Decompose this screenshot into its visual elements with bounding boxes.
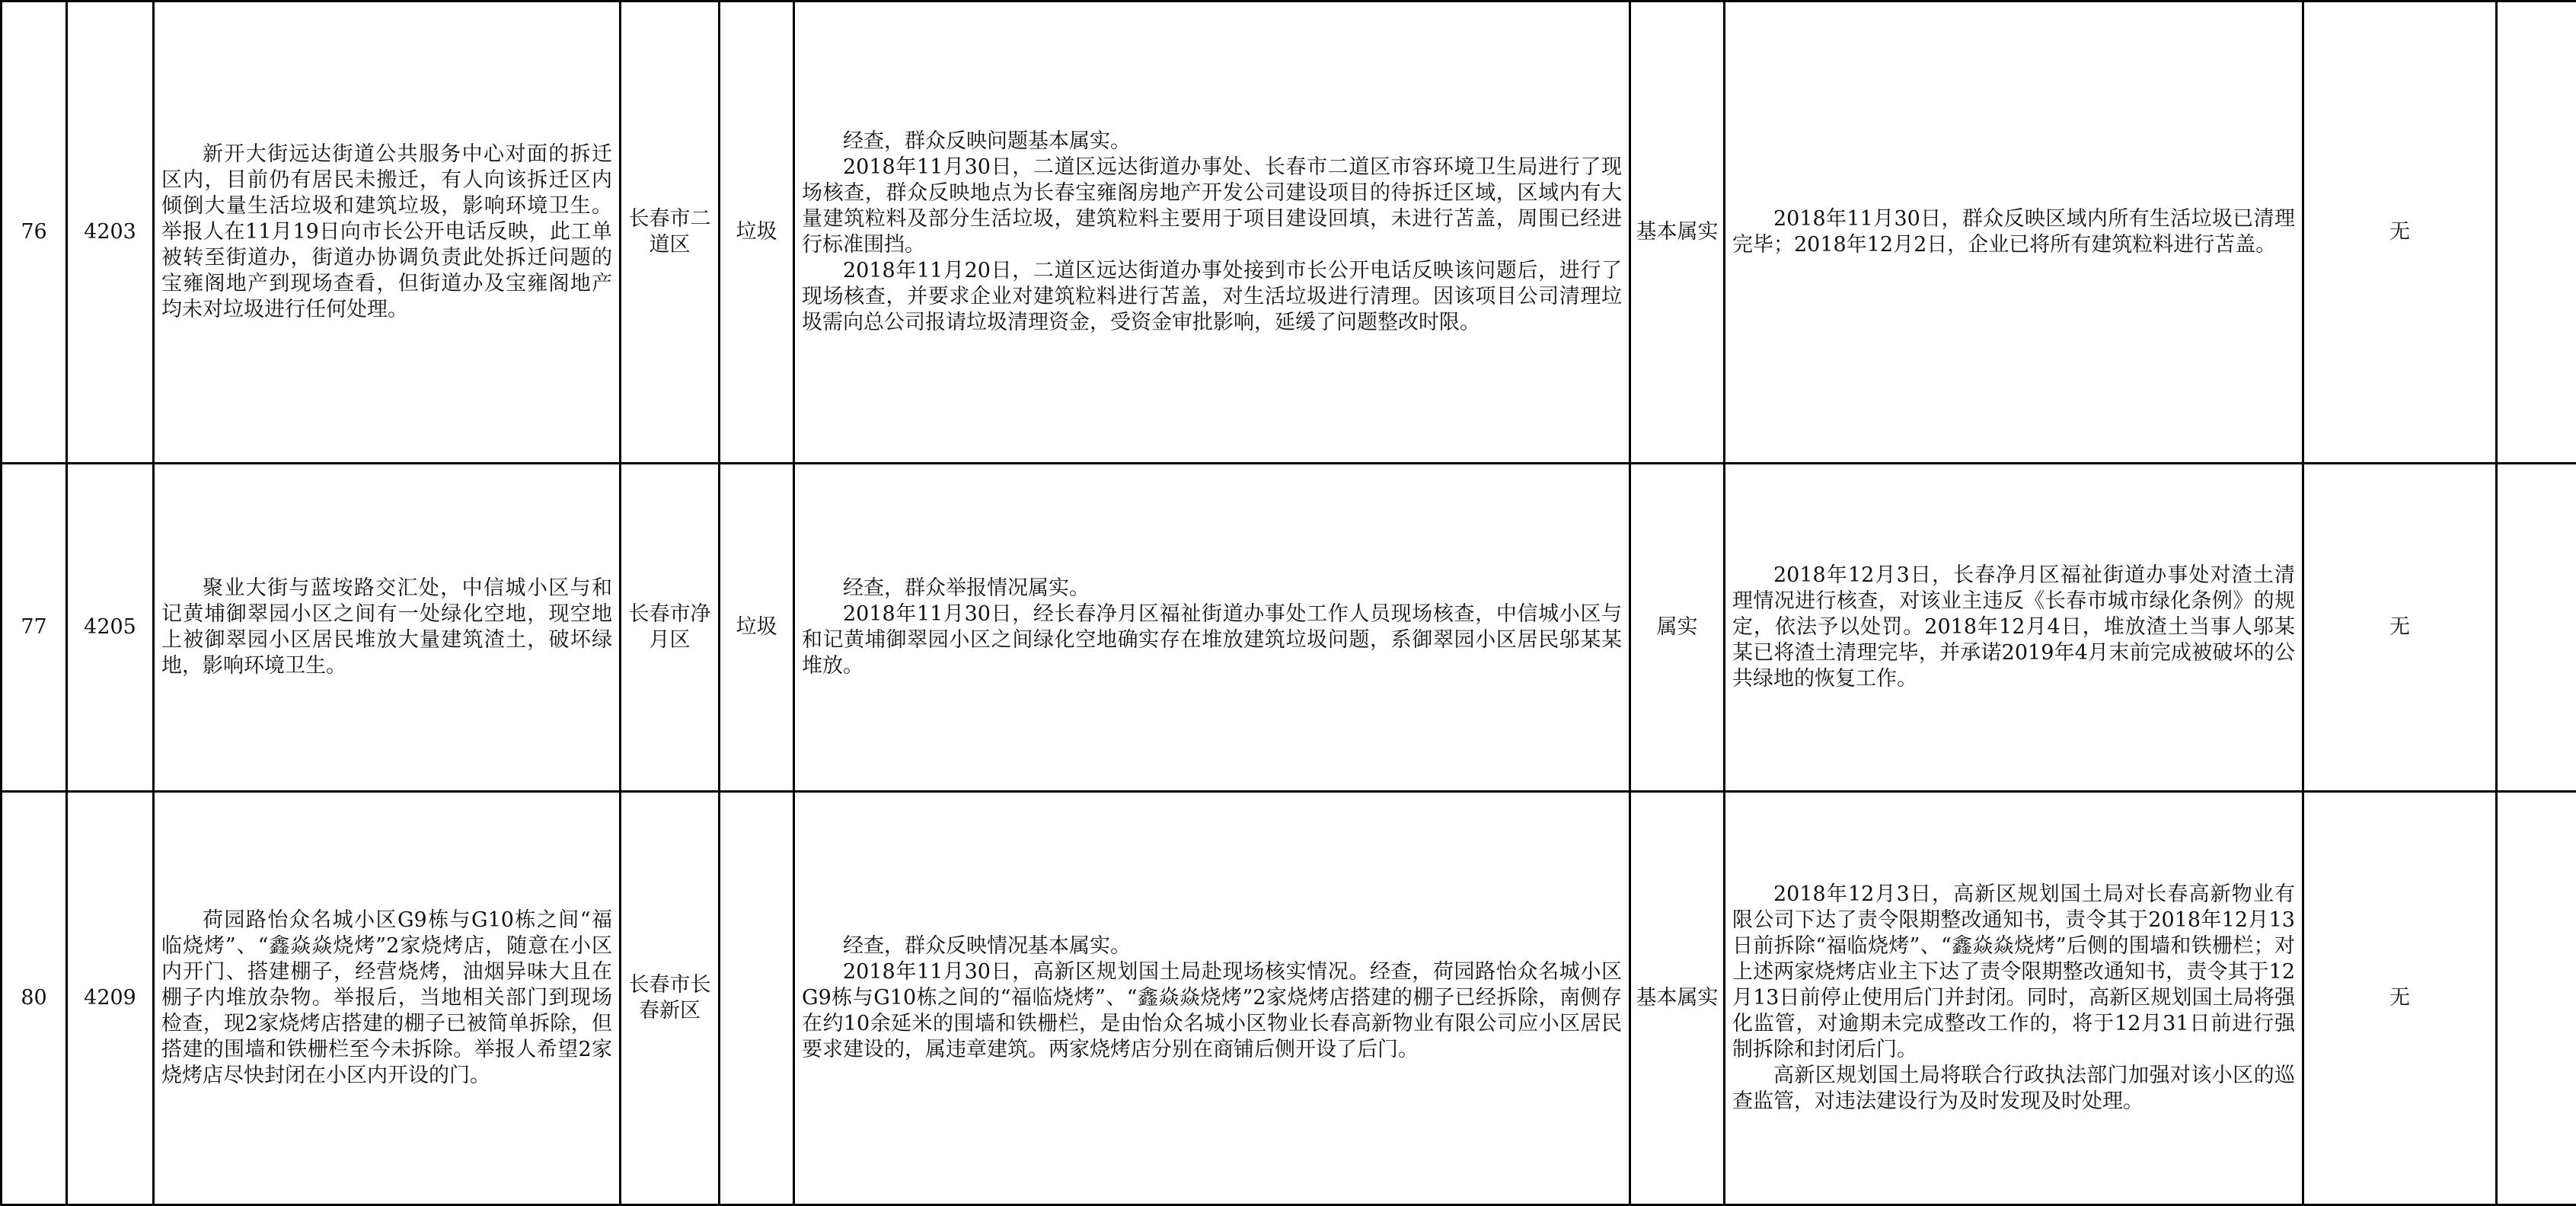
paragraph: 2018年12月3日，高新区规划国土局对长春高新物业有限公司下达了责令限期整改通知书，责令其于2018年12月13日前拆除“福临烧烤”、“鑫焱焱烧烤”后侧的围墙和铁栅栏；对上述两家烧烤店业主下达了责令限期整改通知书，责令其于12月13日前停止使用后门并封闭。同时，高新区规划国土局将强化监管，对逾期未完成整改工作的，将于12月31日前进行强制拆除和封闭后门。: [1732, 882, 2295, 1063]
investigation-cell: [794, 464, 1630, 792]
paragraph: 经查，群众反映情况基本属实。: [802, 933, 1622, 959]
case-number-cell: 4203: [67, 2, 154, 464]
category-cell: 垃圾: [720, 464, 794, 792]
category-cell: [720, 792, 794, 1205]
complaint-cell: [154, 792, 621, 1205]
remark-cell: [2497, 2, 2576, 464]
complaint-cell: [154, 2, 621, 464]
table-row: [2, 464, 2576, 792]
remark-cell: [2497, 792, 2576, 1205]
accountability-cell: 无: [2303, 792, 2497, 1205]
paragraph: 2018年11月30日，二道区远达街道办事处、长春市二道区市容环境卫生局进行了现场核查，群众反映地点为长春宝雍阁房地产开发公司建设项目的待拆迁区域，区域内有大量建筑粒料及部分生活垃圾，建筑粒料主要用于项目建设回填，未进行苫盖，周围已经进行标准围挡。: [802, 155, 1622, 258]
paragraph: 新开大街远达街道公共服务中心对面的拆迁区内，目前仍有居民未搬迁，有人向该拆迁区内倾倒大量生活垃圾和建筑垃圾，影响环境卫生。举报人在11月19日向市长公开电话反映，此工单被转至街道办，街道办协调负责此处拆迁问题的宝雍阁地产到现场查看，但街道办及宝雍阁地产均未对垃圾进行任何处理。: [161, 142, 612, 323]
seq-cell: 77: [2, 464, 67, 792]
paragraph: 经查，群众反映问题基本属实。: [802, 129, 1622, 155]
seq-cell: 76: [2, 2, 67, 464]
accountability-cell: 无: [2303, 464, 2497, 792]
paragraph: 聚业大街与蓝垵路交汇处，中信城小区与和记黄埔御翠园小区之间有一处绿化空地，现空地上被御翠园小区居民堆放大量建筑渣土，破坏绿地，影响环境卫生。: [161, 576, 612, 679]
verdict-cell: 属实: [1630, 464, 1725, 792]
table-body: [2, 2, 2576, 1205]
table-row: [2, 2, 2576, 464]
verdict-cell: 基本属实: [1630, 2, 1725, 464]
area-cell: 长春市二道区: [621, 2, 720, 464]
table-row: [2, 792, 2576, 1205]
paragraph: 2018年12月3日，长春净月区福祉街道办事处对渣土清理情况进行核查，对该业主违反《长春市城市绿化条例》的规定，依法予以处罚。2018年12月4日，堆放渣土当事人邬某某已将渣土清理完毕，并承诺2019年4月末前完成被破坏的公共绿地的恢复工作。: [1732, 563, 2295, 692]
paragraph: 2018年11月30日，经长春净月区福祉街道办事处工作人员现场核查，中信城小区与和记黄埔御翠园小区之间绿化空地确实存在堆放建筑垃圾问题，系御翠园小区居民邬某某堆放。: [802, 601, 1622, 679]
category-cell: 垃圾: [720, 2, 794, 464]
paragraph: 高新区规划国土局将联合行政执法部门加强对该小区的巡查监管，对违法建设行为及时发现及时处理。: [1732, 1063, 2295, 1115]
paragraph: 2018年11月30日，群众反映区域内所有生活垃圾已清理完毕；2018年12月2日，企业已将所有建筑粒料进行苫盖。: [1732, 206, 2295, 258]
investigation-cell: [794, 2, 1630, 464]
case-number-cell: 4205: [67, 464, 154, 792]
investigation-cell: [794, 792, 1630, 1205]
handling-cell: [1725, 792, 2303, 1205]
handling-cell: [1725, 2, 2303, 464]
paragraph: 2018年11月20日，二道区远达街道办事处接到市长公开电话反映该问题后，进行了现场核查，并要求企业对建筑粒料进行苫盖，对生活垃圾进行清理。因该项目公司清理垃圾需向总公司报请垃圾清理资金，受资金审批影响，延缓了问题整改时限。: [802, 258, 1622, 336]
paragraph: 荷园路怡众名城小区G9栋与G10栋之间“福临烧烤”、“鑫焱焱烧烤”2家烧烤店，随意在小区内开门、搭建棚子，经营烧烤，油烟异味大且在棚子内堆放杂物。举报后，当地相关部门到现场检查，现2家烧烤店搭建的棚子已被简单拆除，但搭建的围墙和铁栅栏至今未拆除。举报人希望2家烧烤店尽快封闭在小区内开设的门。: [161, 908, 612, 1089]
paragraph: 2018年11月30日，高新区规划国土局赴现场核实情况。经查，荷园路怡众名城小区G9栋与G10栋之间的“福临烧烤”、“鑫焱焱烧烤”2家烧烤店搭建的棚子已经拆除，南侧存在约10余延米的围墙和铁栅栏，是由怡众名城小区物业长春高新物业有限公司应小区居民要求建设的，属违章建筑。两家烧烤店分别在商铺后侧开设了后门。: [802, 959, 1622, 1063]
area-cell: 长春市净月区: [621, 464, 720, 792]
paragraph: 经查，群众举报情况属实。: [802, 576, 1622, 601]
verdict-cell: 基本属实: [1630, 792, 1725, 1205]
accountability-cell: 无: [2303, 2, 2497, 464]
handling-cell: [1725, 464, 2303, 792]
area-cell: 长春市长春新区: [621, 792, 720, 1205]
case-number-cell: 4209: [67, 792, 154, 1205]
complaint-cell: [154, 464, 621, 792]
seq-cell: 80: [2, 792, 67, 1205]
remark-cell: [2497, 464, 2576, 792]
